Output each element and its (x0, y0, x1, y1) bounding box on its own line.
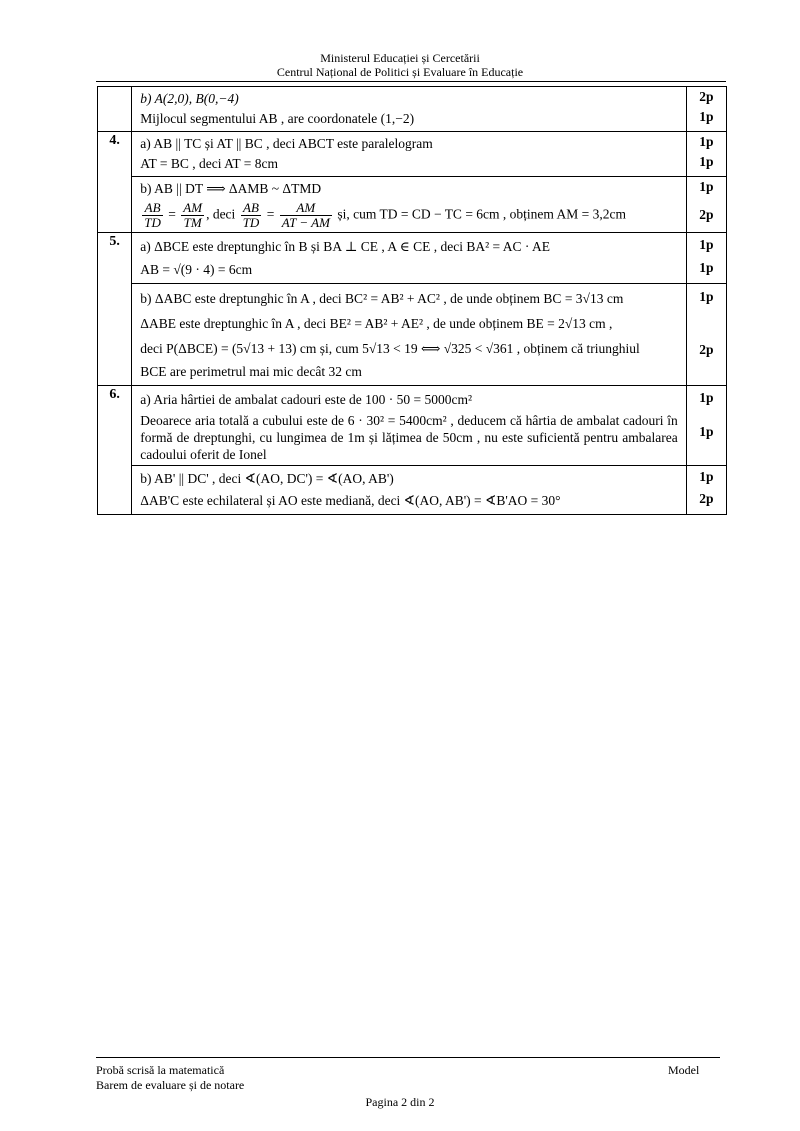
points-value: 1p (699, 154, 714, 169)
solution-line: deci P(ΔBCE) = (5√13 + 13) cm și, cum 5√13 < 19 ⟺ √325 < √361 , obținem că triunghiul (140, 341, 640, 356)
points-cell (686, 466, 726, 515)
points-cell (686, 284, 726, 386)
solution-line: AT = BC , deci AT = 8cm (140, 156, 279, 171)
footer-model: Model (668, 1063, 700, 1077)
points-cell (686, 132, 726, 177)
header-rule (96, 81, 726, 82)
table-row (98, 87, 727, 132)
page-number: Pagina 2 din 2 (365, 1095, 435, 1109)
fraction-line: $\frac{AB}{TD}$ = $\frac{AM}{TM}$ , deci $\frac{AB}{TD}$ = $\frac{AM}{AT - AM}$ și, cum TD = CD − TC = 6cm , obținem AM = 3,2cm (144, 200, 627, 230)
points-value: 2p (699, 491, 714, 506)
solution-line: b) A(2,0), B(0,−4) (140, 91, 239, 106)
points-value: 2p (699, 342, 714, 357)
solution-cell (132, 466, 686, 515)
footer-doc-type: Barem de evaluare și de notare (96, 1078, 245, 1092)
item-number: 6. (98, 386, 132, 515)
points-cell (686, 233, 726, 284)
solution-line: BCE are perimetrul mai mic decât 32 cm (140, 364, 362, 379)
points-value: 1p (699, 260, 714, 275)
points-value: 1p (699, 469, 714, 484)
solution-cell (132, 87, 686, 132)
solution-line: a) Aria hârtiei de ambalat cadouri este de 100 · 50 = 5000cm² (140, 392, 473, 407)
table-row (98, 233, 727, 284)
header-center: Centrul Național de Politici și Evaluare în Educație (276, 65, 524, 79)
solution-line: a) ΔBCE este dreptunghic în B și BA ⊥ CE , A ∈ CE , deci BA² = AC · AE (140, 239, 551, 254)
solution-line: Deoarece aria totală a cubului este de 6 · 30² = 5400cm² , deducem că hârtia de ambalat cadouri în formă de dreptunghi, cu lungimea de 1m și lățimea de 50cm , nu este suficientă pentru ambalarea cadoului oferit de Ionel (140, 413, 678, 462)
solution-cell (132, 177, 686, 233)
item-number: 4. (98, 132, 132, 233)
points-cell (686, 386, 726, 466)
solution-line: ΔAB'C este echilateral și AO este mediană, deci ∢(AO, AB') = ∢B'AO = 30° (140, 493, 561, 508)
item-number (98, 87, 132, 132)
solution-line: ΔABE este dreptunghic în A , deci BE² = AB² + AE² , de unde obținem BE = 2√13 cm , (140, 316, 613, 331)
table-row (98, 386, 727, 466)
points-value: 2p (699, 207, 714, 222)
fraction: $\frac{AB}{TD}$ (144, 200, 161, 230)
table-row (98, 132, 727, 177)
points-cell (686, 177, 726, 233)
fraction: $\frac{AM}{AT - AM}$ (281, 200, 330, 230)
solution-cell (132, 386, 686, 466)
solution-cell (132, 132, 686, 177)
fraction: $\frac{AM}{TM}$ (183, 200, 203, 230)
points-value: 1p (699, 109, 714, 124)
solution-cell (132, 233, 686, 284)
points-cell (686, 87, 726, 132)
footer-rule (96, 1057, 720, 1058)
grading-table (97, 86, 727, 515)
solution-line: b) AB' || DC' , deci ∢(AO, DC') = ∢(AO, AB') (140, 471, 394, 486)
solution-line: Mijlocul segmentului AB , are coordonatele (1,−2) (140, 111, 415, 126)
item-number: 5. (98, 233, 132, 386)
solution-line: AB = √(9 · 4) = 6cm (140, 262, 253, 277)
points-value: 1p (699, 134, 714, 149)
fraction: $\frac{AB}{TD}$ (242, 200, 260, 230)
points-value: 1p (699, 179, 714, 194)
points-value: 1p (699, 390, 714, 405)
points-value: 1p (699, 424, 714, 439)
solution-line: a) AB || TC și AT || BC , deci ABCT este paralelogram (140, 136, 433, 151)
points-value: 1p (699, 237, 714, 252)
solution-line: b) ΔABC este dreptunghic în A , deci BC² = AB² + AC² , de unde obținem BC = 3√13 cm (140, 291, 624, 306)
table-row (98, 466, 727, 515)
table-row (98, 284, 727, 386)
points-value: 1p (699, 289, 714, 304)
solution-line: b) AB || DT ⟹ ΔAMB ~ ΔTMD (140, 181, 322, 196)
header-ministry: Ministerul Educației și Cercetării (320, 51, 480, 65)
table-row (98, 177, 727, 233)
footer-subject: Probă scrisă la matematică (96, 1063, 225, 1077)
solution-cell (132, 284, 686, 386)
points-value: 2p (699, 89, 714, 104)
